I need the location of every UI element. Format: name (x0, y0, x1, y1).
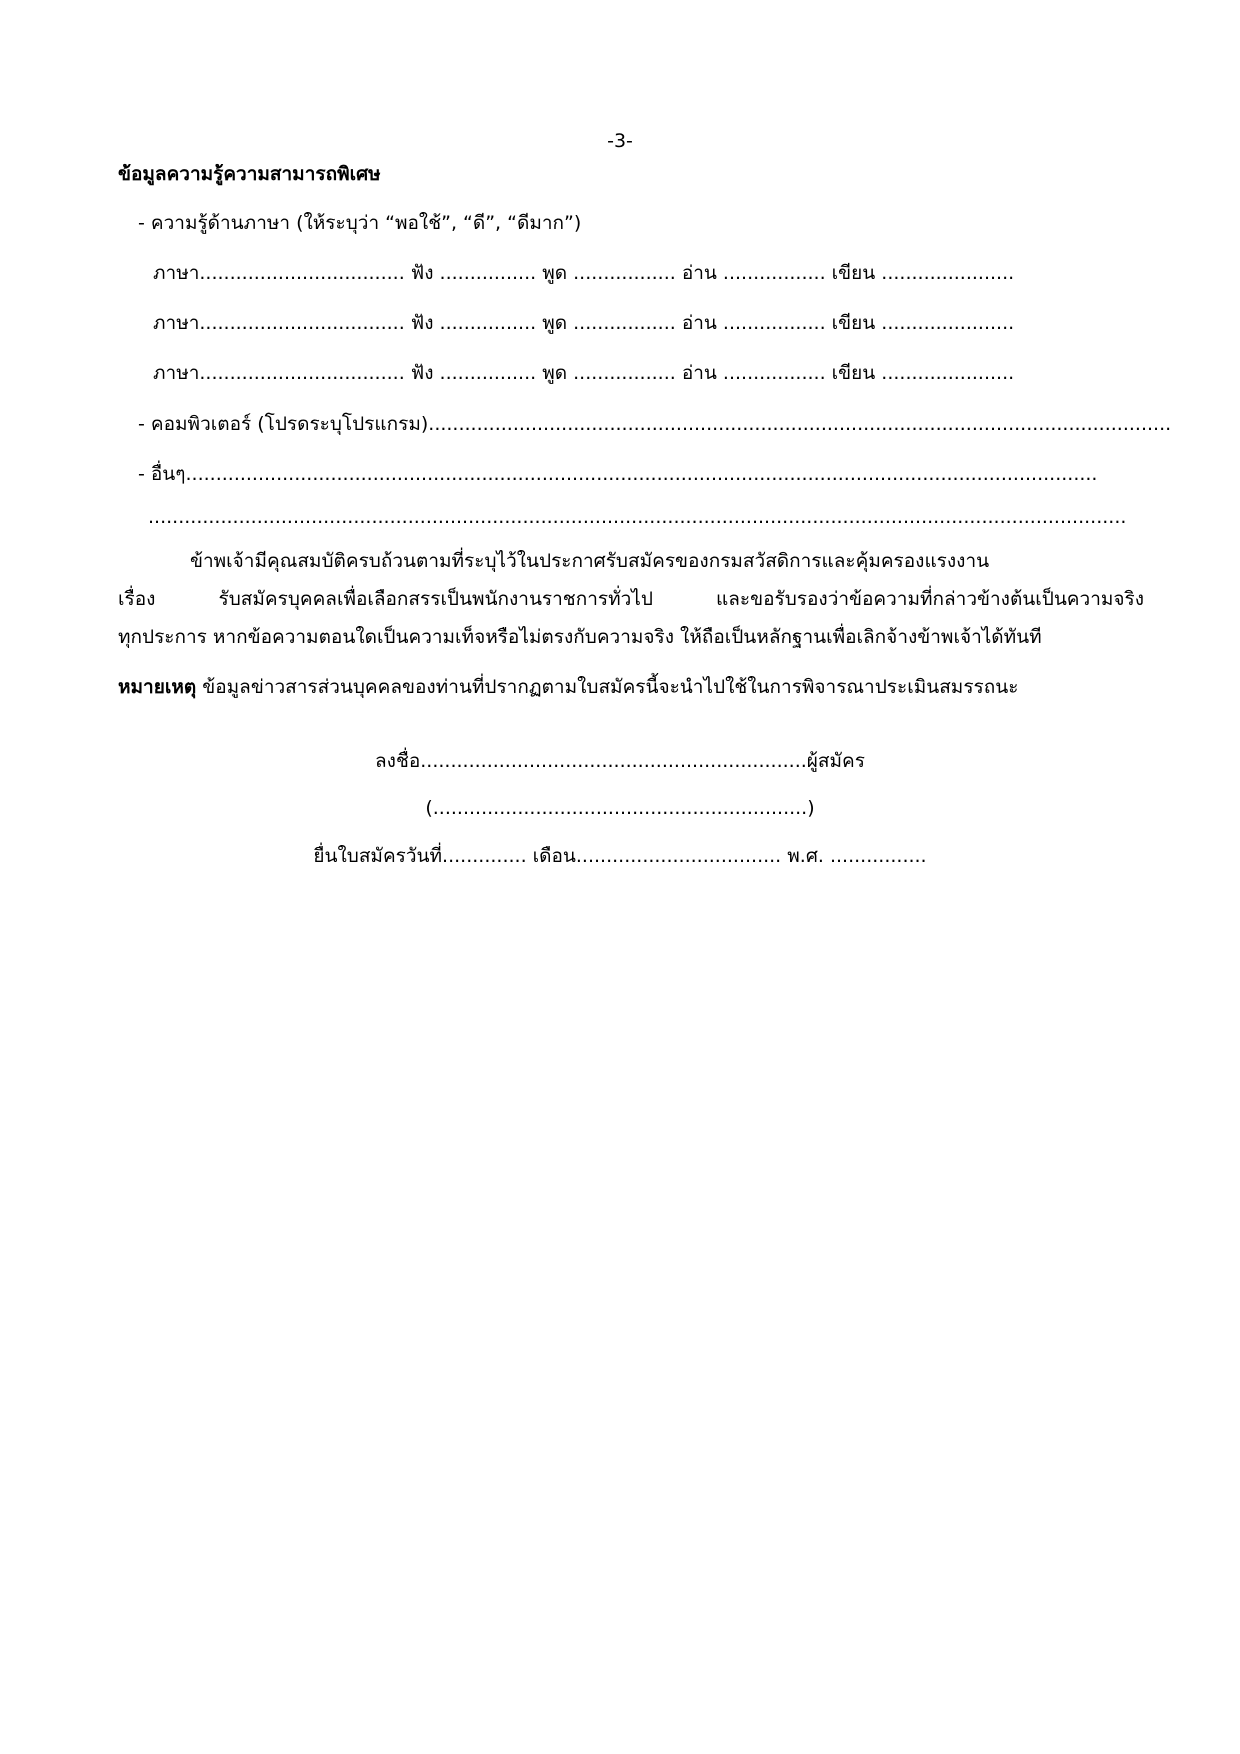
name-line: (..............................................................) (425, 797, 815, 819)
application-date-line: ยื่นใบสมัครวันที่.............. เดือน.................................. พ.ศ. ................ (313, 845, 927, 867)
other-line: - อื่นๆ....................................................................................................................................................... (138, 463, 1098, 485)
language-row-2: ภาษา.................................. ฟัง ................ พูด ................. อ่าน ................. เขียน ...................... (153, 312, 1015, 334)
note-text: ข้อมูลข่าวสารส่วนบุคคลของท่านที่ปรากฏตามใบสมัครนี้จะนำไปใช้ในการพิจารณาประเมินสมรรถนะ (196, 676, 1019, 698)
declaration-line-3: ทุกประการ หากข้อความตอนใดเป็นความเท็จหรือไม่ตรงกับความจริง ให้ถือเป็นหลักฐานเพื่อเลิกจ้างข้าพเจ้าได้ทันที (118, 626, 1042, 648)
declaration-line-2: เรื่อง รับสมัครบุคคลเพื่อเลือกสรรเป็นพนักงานราชการทั่วไป และขอรับรองว่าข้อความที่กล่าวข้างต้นเป็นความจริง (118, 588, 1144, 610)
section-title: ข้อมูลความรู้ความสามารถพิเศษ (118, 163, 381, 185)
note (118, 676, 1018, 699)
language-row-1: ภาษา.................................. ฟัง ................ พูด ................. อ่าน ................. เขียน ...................... (153, 262, 1015, 284)
computer-line: - คอมพิวเตอร์ (โปรดระบุโปรแกรม)........................................................................................................................... (138, 413, 1172, 435)
signature-line: ลงชื่อ................................................................ผู้สมัคร (375, 750, 865, 772)
language-row-3: ภาษา.................................. ฟัง ................ พูด ................. อ่าน ................. เขียน ...................... (153, 362, 1015, 384)
page-number: -3- (607, 130, 633, 152)
language-heading: - ความรู้ด้านภาษา (ให้ระบุว่า “พอใช้”, “ดี”, “ดีมาก”) (138, 212, 582, 234)
declaration-line-1: ข้าพเจ้ามีคุณสมบัติครบถ้วนตามที่ระบุไว้ในประกาศรับสมัครของกรมสวัสดิการและคุ้มครองแรงงาน (190, 550, 990, 572)
other-line-continuation: .................................................................................................................................................................. (148, 506, 1127, 528)
note-label: หมายเหตุ (118, 676, 197, 698)
